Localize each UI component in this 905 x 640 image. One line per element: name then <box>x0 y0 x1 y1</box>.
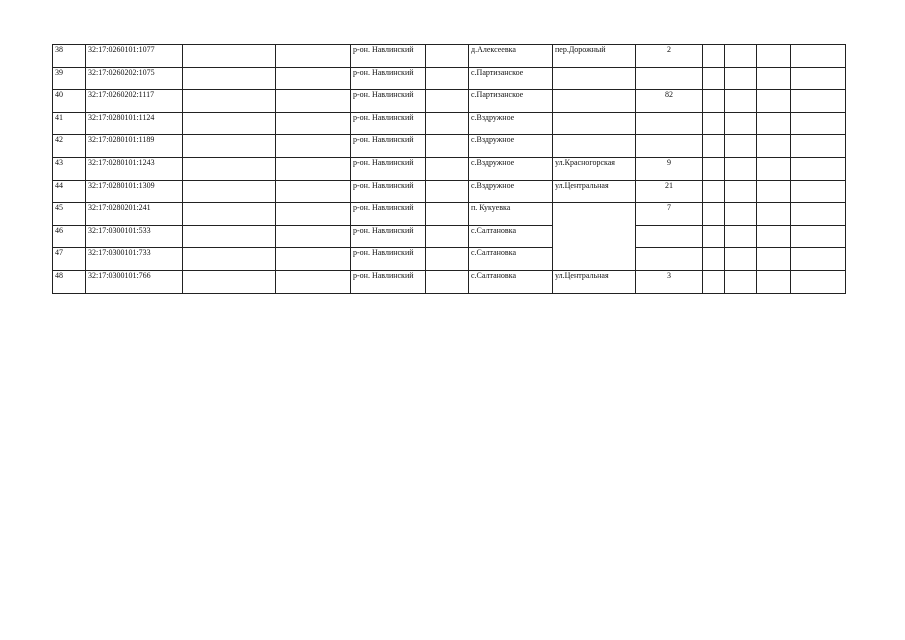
street-cell <box>553 135 636 158</box>
empty-cell <box>276 112 351 135</box>
settlement-cell: с.Салтановка <box>469 225 553 248</box>
empty-cell <box>183 90 276 113</box>
street-cell: ул.Центральная <box>553 270 636 293</box>
cadastral-number-cell: 32:17:0260101:1077 <box>86 45 183 68</box>
empty-cell <box>703 67 725 90</box>
cadastral-number-cell: 32:17:0260202:1075 <box>86 67 183 90</box>
empty-cell <box>757 270 791 293</box>
cadastral-number-cell: 32:17:0260202:1117 <box>86 90 183 113</box>
region-cell: р-он. Навлинский <box>351 203 426 226</box>
house-number-cell <box>636 67 703 90</box>
region-cell: р-он. Навлинский <box>351 157 426 180</box>
empty-cell <box>703 225 725 248</box>
empty-cell <box>426 180 469 203</box>
empty-cell <box>757 225 791 248</box>
table-row <box>53 135 846 158</box>
empty-cell <box>757 90 791 113</box>
empty-cell <box>725 112 757 135</box>
empty-cell <box>426 248 469 271</box>
house-number-cell: 2 <box>636 45 703 68</box>
house-number-cell: 3 <box>636 270 703 293</box>
street-cell <box>553 112 636 135</box>
table-row <box>53 112 846 135</box>
empty-cell <box>791 203 846 226</box>
empty-cell <box>426 225 469 248</box>
row-number-cell: 44 <box>53 180 86 203</box>
empty-cell <box>426 45 469 68</box>
empty-cell <box>757 203 791 226</box>
empty-cell <box>791 270 846 293</box>
row-number-cell: 40 <box>53 90 86 113</box>
empty-cell <box>725 90 757 113</box>
empty-cell <box>276 270 351 293</box>
empty-cell <box>426 112 469 135</box>
empty-cell <box>426 90 469 113</box>
region-cell: р-он. Навлинский <box>351 45 426 68</box>
table-row <box>53 45 846 68</box>
empty-cell <box>725 180 757 203</box>
table-row <box>53 270 846 293</box>
table-row <box>53 157 846 180</box>
empty-cell <box>791 180 846 203</box>
empty-cell <box>426 270 469 293</box>
empty-cell <box>791 225 846 248</box>
street-cell: ул.Красногорская <box>553 157 636 180</box>
empty-cell <box>703 157 725 180</box>
empty-cell <box>703 248 725 271</box>
house-number-cell <box>636 135 703 158</box>
region-cell: р-он. Навлинский <box>351 270 426 293</box>
empty-cell <box>703 180 725 203</box>
empty-cell <box>725 248 757 271</box>
empty-cell <box>757 45 791 68</box>
house-number-cell: 9 <box>636 157 703 180</box>
cadastral-number-cell: 32:17:0300101:533 <box>86 225 183 248</box>
row-number-cell: 39 <box>53 67 86 90</box>
row-number-cell: 42 <box>53 135 86 158</box>
table-row <box>53 180 846 203</box>
empty-cell <box>426 135 469 158</box>
empty-cell <box>725 135 757 158</box>
empty-cell <box>183 203 276 226</box>
settlement-cell: с.Вздружное <box>469 112 553 135</box>
empty-cell <box>703 270 725 293</box>
row-number-cell: 45 <box>53 203 86 226</box>
house-number-cell: 21 <box>636 180 703 203</box>
empty-cell <box>183 248 276 271</box>
table-row <box>53 67 846 90</box>
settlement-cell: п. Кукуевка <box>469 203 553 226</box>
empty-cell <box>183 112 276 135</box>
empty-cell <box>183 45 276 68</box>
table-row <box>53 203 846 226</box>
region-cell: р-он. Навлинский <box>351 180 426 203</box>
empty-cell <box>426 157 469 180</box>
empty-cell <box>725 157 757 180</box>
region-cell: р-он. Навлинский <box>351 90 426 113</box>
row-number-cell: 48 <box>53 270 86 293</box>
empty-cell <box>791 157 846 180</box>
settlement-cell: с.Салтановка <box>469 248 553 271</box>
table-row <box>53 90 846 113</box>
empty-cell <box>703 90 725 113</box>
settlement-cell: с.Салтановка <box>469 270 553 293</box>
empty-cell <box>725 67 757 90</box>
empty-cell <box>757 135 791 158</box>
settlement-cell: с.Вздружное <box>469 135 553 158</box>
house-number-cell <box>636 248 703 271</box>
row-number-cell: 38 <box>53 45 86 68</box>
empty-cell <box>183 157 276 180</box>
empty-cell <box>426 67 469 90</box>
region-cell: р-он. Навлинский <box>351 225 426 248</box>
region-cell: р-он. Навлинский <box>351 112 426 135</box>
cadastral-number-cell: 32:17:0280101:1243 <box>86 157 183 180</box>
empty-cell <box>276 157 351 180</box>
settlement-cell: с.Партизанское <box>469 90 553 113</box>
table-body <box>53 45 846 294</box>
empty-cell <box>791 112 846 135</box>
empty-cell <box>276 45 351 68</box>
row-number-cell: 46 <box>53 225 86 248</box>
empty-cell <box>276 225 351 248</box>
settlement-cell: д.Алексеевка <box>469 45 553 68</box>
table-row <box>53 225 846 248</box>
cadastral-table <box>52 44 846 294</box>
empty-cell <box>183 270 276 293</box>
empty-cell <box>703 112 725 135</box>
empty-cell <box>757 112 791 135</box>
empty-cell <box>725 45 757 68</box>
house-number-cell: 7 <box>636 203 703 226</box>
street-cell <box>553 225 636 248</box>
house-number-cell <box>636 225 703 248</box>
cadastral-number-cell: 32:17:0280101:1124 <box>86 112 183 135</box>
empty-cell <box>276 203 351 226</box>
street-cell <box>553 90 636 113</box>
cadastral-number-cell: 32:17:0300101:733 <box>86 248 183 271</box>
empty-cell <box>757 180 791 203</box>
table-row <box>53 248 846 271</box>
street-cell <box>553 203 636 226</box>
empty-cell <box>703 135 725 158</box>
empty-cell <box>276 67 351 90</box>
cadastral-number-cell: 32:17:0280201:241 <box>86 203 183 226</box>
street-cell <box>553 248 636 271</box>
settlement-cell: с.Вздружное <box>469 157 553 180</box>
empty-cell <box>791 135 846 158</box>
settlement-cell: с.Вздружное <box>469 180 553 203</box>
empty-cell <box>183 67 276 90</box>
empty-cell <box>757 248 791 271</box>
settlement-cell: с.Партизанское <box>469 67 553 90</box>
region-cell: р-он. Навлинский <box>351 135 426 158</box>
empty-cell <box>426 203 469 226</box>
empty-cell <box>757 67 791 90</box>
house-number-cell: 82 <box>636 90 703 113</box>
empty-cell <box>276 90 351 113</box>
cadastral-number-cell: 32:17:0280101:1189 <box>86 135 183 158</box>
empty-cell <box>703 45 725 68</box>
street-cell: пер.Дорожный <box>553 45 636 68</box>
empty-cell <box>725 270 757 293</box>
empty-cell <box>791 67 846 90</box>
empty-cell <box>725 203 757 226</box>
empty-cell <box>276 180 351 203</box>
empty-cell <box>183 135 276 158</box>
row-number-cell: 43 <box>53 157 86 180</box>
empty-cell <box>791 248 846 271</box>
empty-cell <box>183 225 276 248</box>
empty-cell <box>276 248 351 271</box>
region-cell: р-он. Навлинский <box>351 67 426 90</box>
empty-cell <box>703 203 725 226</box>
empty-cell <box>183 180 276 203</box>
cadastral-number-cell: 32:17:0280101:1309 <box>86 180 183 203</box>
region-cell: р-он. Навлинский <box>351 248 426 271</box>
street-cell: ул.Центральная <box>553 180 636 203</box>
cadastral-number-cell: 32:17:0300101:766 <box>86 270 183 293</box>
street-cell <box>553 67 636 90</box>
empty-cell <box>276 135 351 158</box>
row-number-cell: 41 <box>53 112 86 135</box>
house-number-cell <box>636 112 703 135</box>
empty-cell <box>791 45 846 68</box>
empty-cell <box>757 157 791 180</box>
empty-cell <box>791 90 846 113</box>
row-number-cell: 47 <box>53 248 86 271</box>
empty-cell <box>725 225 757 248</box>
